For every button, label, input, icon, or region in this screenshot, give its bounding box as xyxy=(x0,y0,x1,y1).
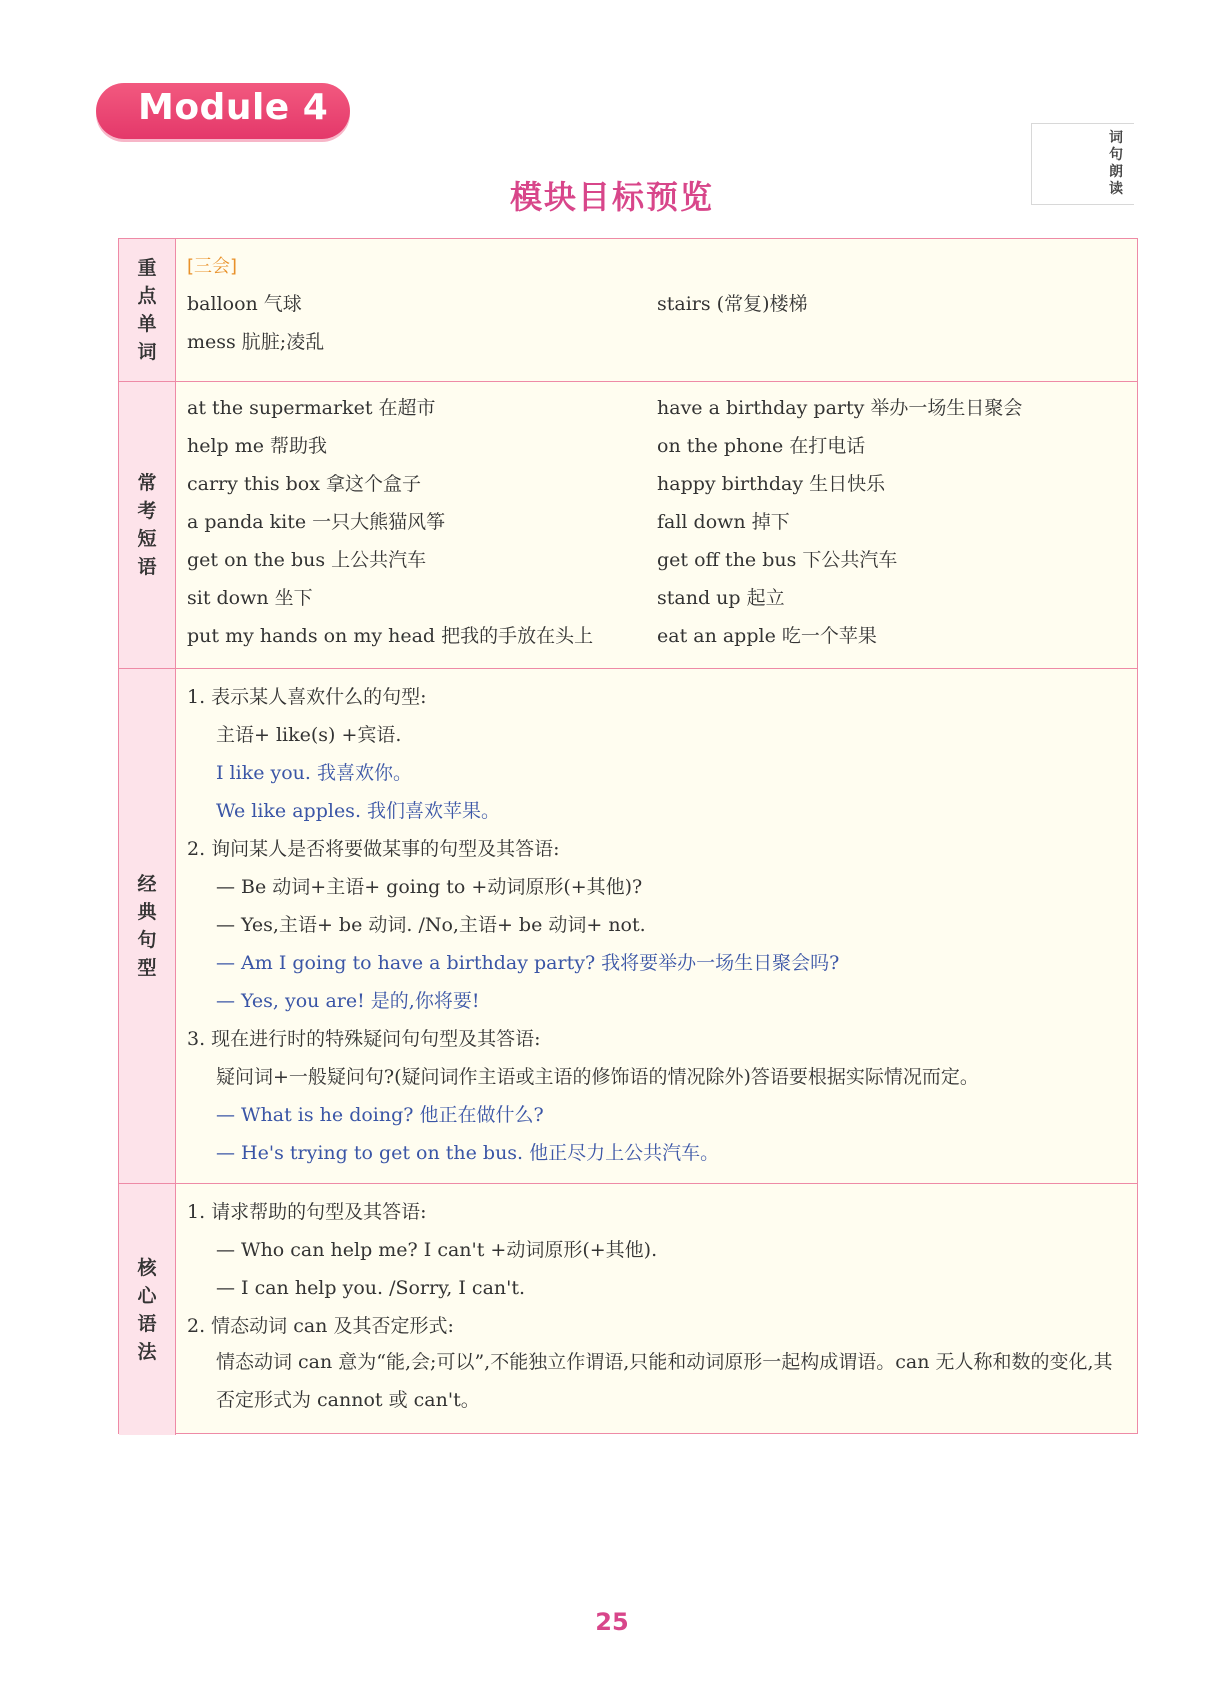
phrase-item: put my hands on my head 把我的手放在头上 xyxy=(187,625,594,647)
level-tag: [三会] xyxy=(187,256,238,277)
phrase-item: at the supermarket 在超市 xyxy=(187,397,436,419)
sentence-line: 2. 询问某人是否将要做某事的句型及其答语: xyxy=(187,838,560,860)
row-label-cell xyxy=(119,239,176,381)
row-label: 重点单词 xyxy=(137,257,157,363)
example-line: We like apples. 我们喜欢苹果。 xyxy=(216,800,501,822)
example-line: — What is he doing? 他正在做什么? xyxy=(216,1104,544,1126)
page-number: 25 xyxy=(595,1608,629,1636)
sentence-line: 主语+ like(s) +宾语. xyxy=(216,724,402,746)
sentence-line: — Be 动词+主语+ going to +动词原形(+其他)? xyxy=(216,876,643,898)
example-line: — He's trying to get on the bus. 他正尽力上公共汽车。 xyxy=(216,1142,720,1164)
phrase-item: a panda kite 一只大熊猫风筝 xyxy=(187,511,446,533)
row-label: 经典句型 xyxy=(137,873,157,979)
row-label-cell xyxy=(119,382,176,668)
side-tab-label: 词句朗读 xyxy=(1109,130,1123,197)
row-content xyxy=(187,382,1127,668)
row-sentence-patterns xyxy=(119,669,1137,1184)
page-title: 模块目标预览 xyxy=(509,178,714,216)
row-label-cell xyxy=(119,669,176,1183)
preview-table xyxy=(118,238,1138,1434)
example-line: — Yes, you are! 是的,你将要! xyxy=(216,990,480,1012)
module-badge-text: Module 4 xyxy=(138,87,329,128)
phrase-item: get on the bus 上公共汽车 xyxy=(187,549,427,571)
phrase-item: on the phone 在打电话 xyxy=(657,435,866,457)
grammar-line: 1. 请求帮助的句型及其答语: xyxy=(187,1201,427,1223)
word-item: stairs (常复)楼梯 xyxy=(657,293,808,315)
row-phrases xyxy=(119,382,1137,669)
example-line: I like you. 我喜欢你。 xyxy=(216,762,412,784)
row-content xyxy=(187,1184,1127,1435)
word-item: mess 肮脏;凌乱 xyxy=(187,331,325,353)
phrase-item: fall down 掉下 xyxy=(657,511,790,533)
sentence-line: — Yes,主语+ be 动词. /No,主语+ be 动词+ not. xyxy=(216,914,646,936)
row-label: 常考短语 xyxy=(137,472,157,578)
sentence-line: 3. 现在进行时的特殊疑问句句型及其答语: xyxy=(187,1028,541,1050)
phrase-item: sit down 坐下 xyxy=(187,587,313,609)
grammar-line: 2. 情态动词 can 及其否定形式: xyxy=(187,1315,454,1337)
row-content xyxy=(187,669,1127,1183)
phrase-item: happy birthday 生日快乐 xyxy=(657,473,886,495)
grammar-line: — Who can help me? I can't +动词原形(+其他). xyxy=(216,1239,658,1261)
sentence-line: 疑问词+一般疑问句?(疑问词作主语或主语的修饰语的情况除外)答语要根据实际情况而定。 xyxy=(216,1066,979,1088)
phrase-item: get off the bus 下公共汽车 xyxy=(657,549,898,571)
sentence-line: 1. 表示某人喜欢什么的句型: xyxy=(187,686,427,708)
phrase-item: carry this box 拿这个盒子 xyxy=(187,473,422,495)
phrase-item: help me 帮助我 xyxy=(187,435,328,457)
grammar-line: 情态动词 can 意为“能,会;可以”,不能独立作谓语,只能和动词原形一起构成谓语。can 无人称和数的变化,其否定形式为 cannot 或 can't。 xyxy=(216,1351,1113,1411)
row-content xyxy=(187,239,1127,381)
row-key-words xyxy=(119,239,1137,382)
phrase-item: stand up 起立 xyxy=(657,587,785,609)
phrase-item: have a birthday party 举办一场生日聚会 xyxy=(657,397,1023,419)
module-badge xyxy=(96,83,350,139)
row-label-cell xyxy=(119,1184,176,1435)
grammar-line: — I can help you. /Sorry, I can't. xyxy=(216,1277,526,1299)
row-label: 核心语法 xyxy=(137,1256,157,1363)
row-core-grammar xyxy=(119,1184,1137,1435)
example-line: — Am I going to have a birthday party? 我将要举办一场生日聚会吗? xyxy=(216,952,840,974)
word-item: balloon 气球 xyxy=(187,293,302,315)
phrase-item: eat an apple 吃一个苹果 xyxy=(657,625,877,647)
